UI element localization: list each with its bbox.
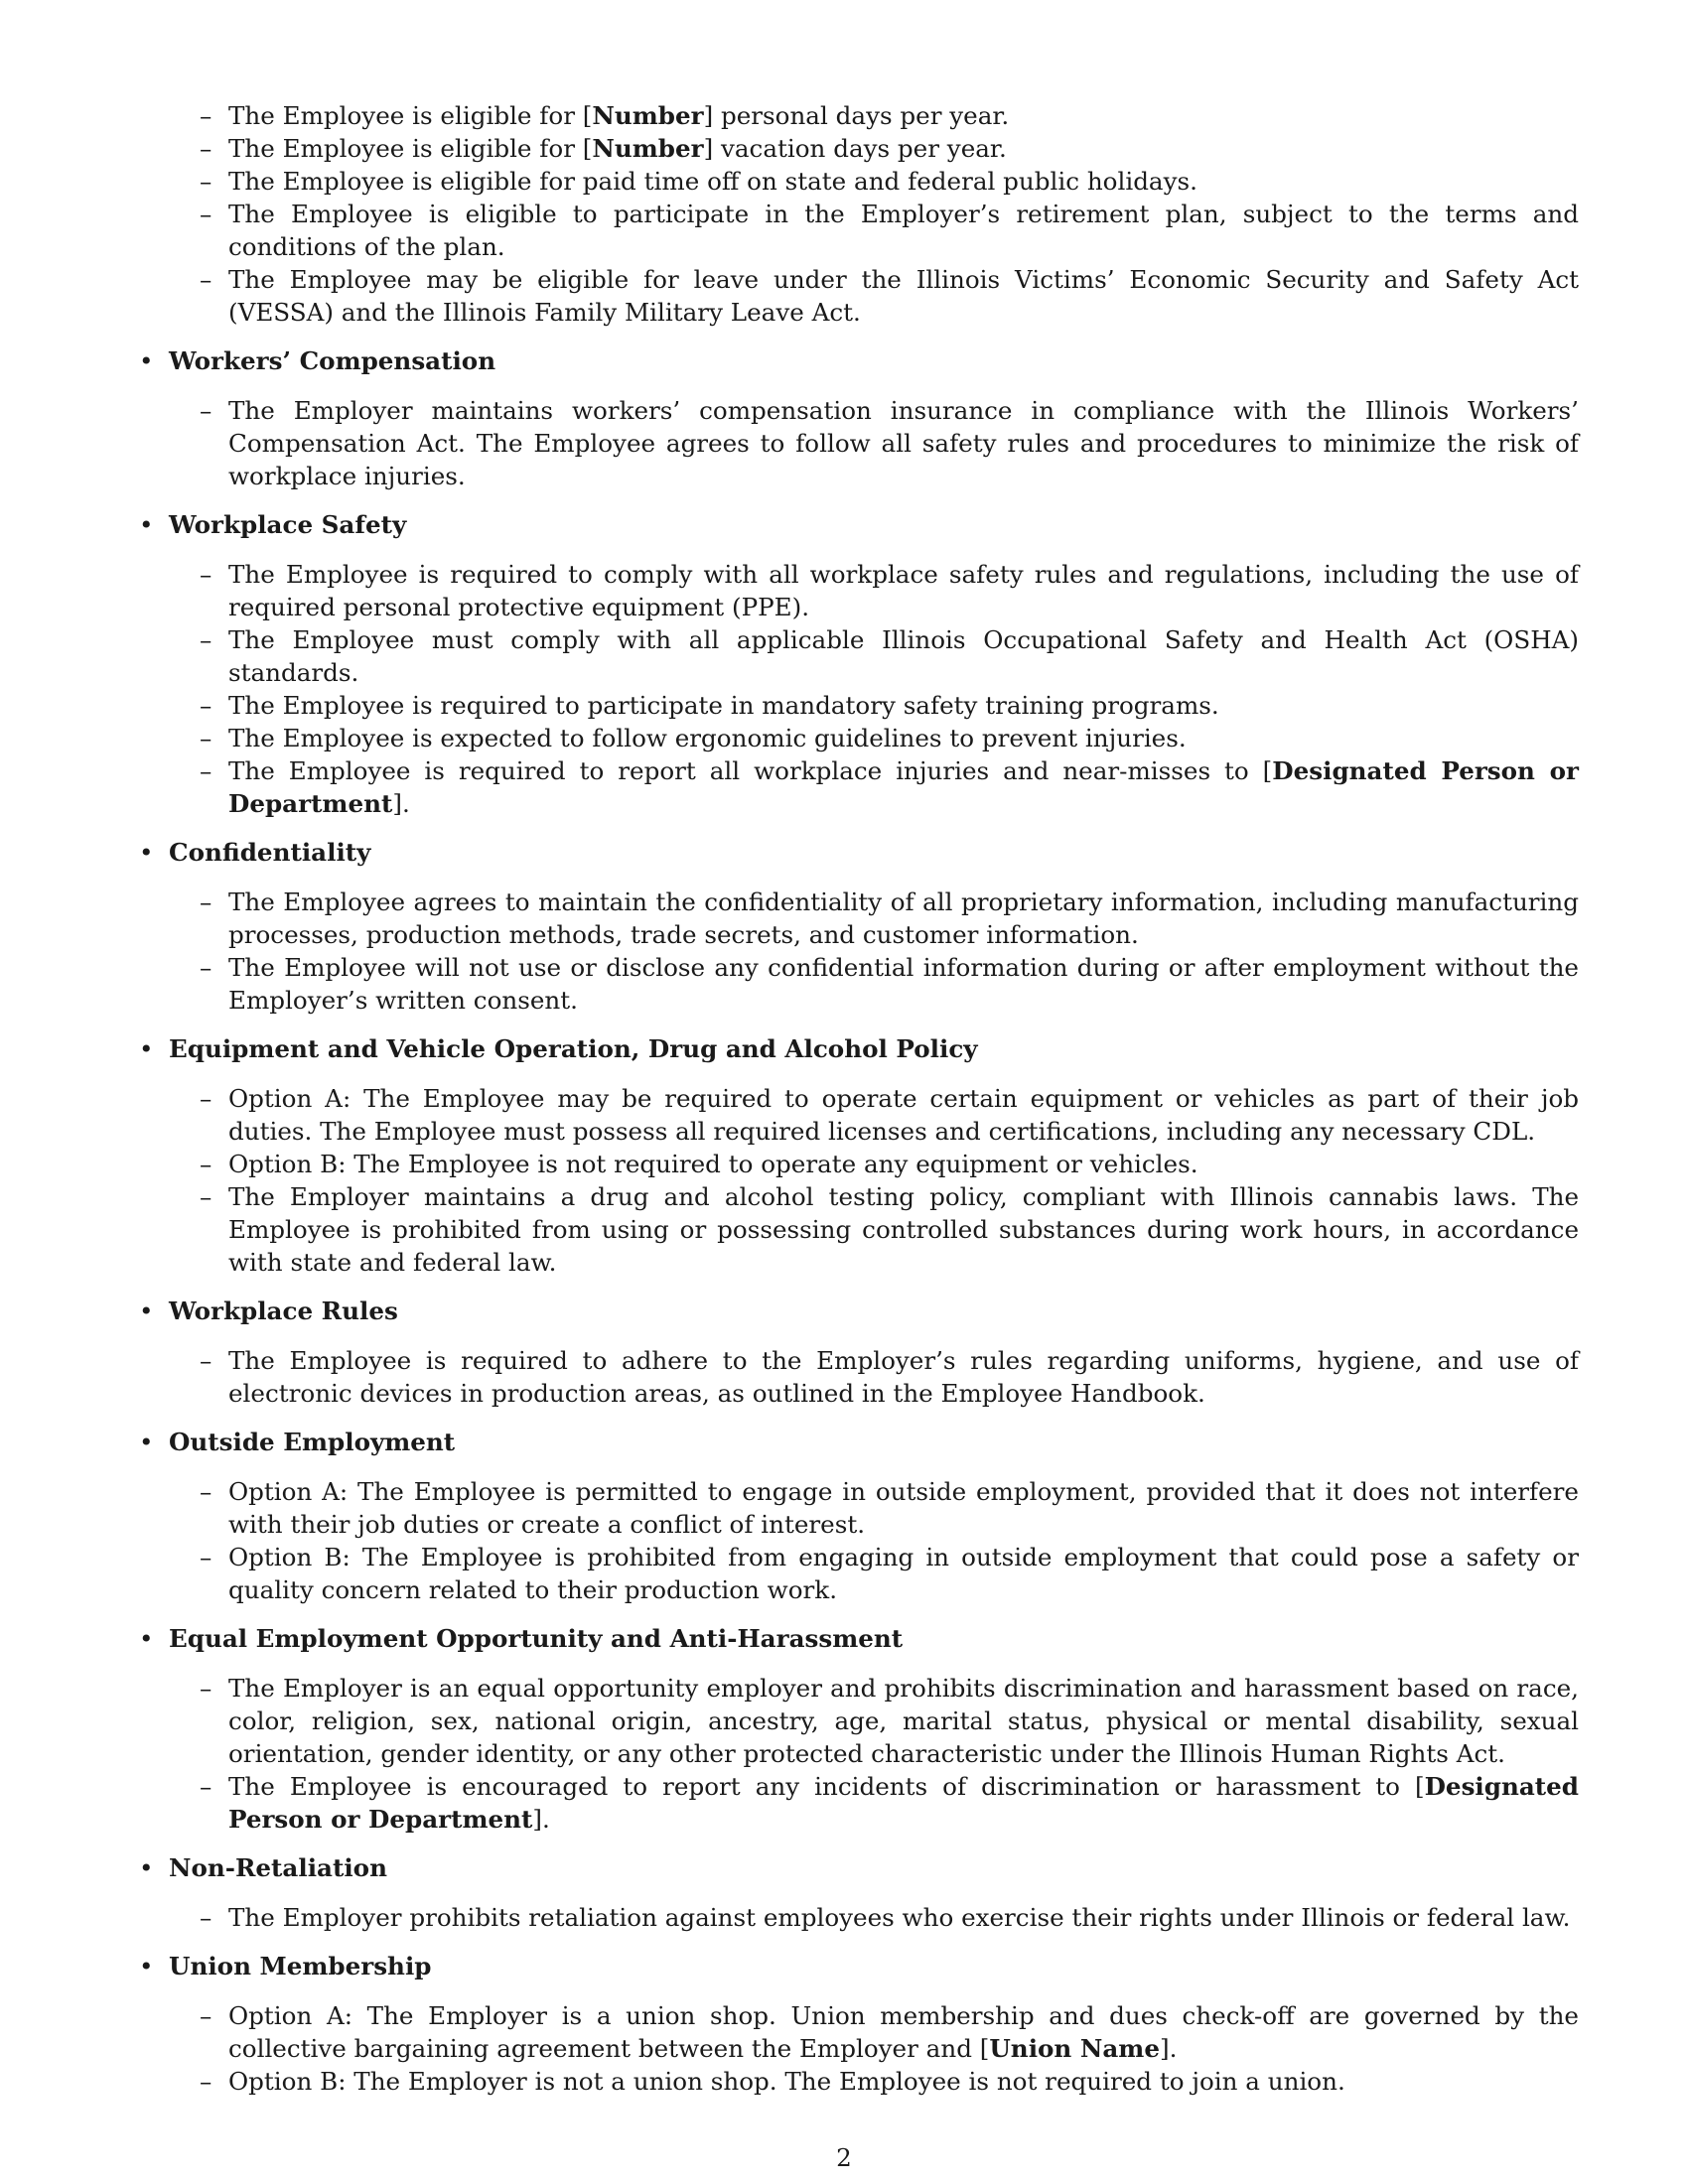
section-list xyxy=(129,344,1579,2098)
section-workplace-rules xyxy=(169,1295,1579,1410)
section-heading: • Union Membership xyxy=(169,1950,1579,1982)
list-item xyxy=(228,951,1579,1017)
item-text: Option B: The Employee is not required to operate any equipment or vehicles. xyxy=(228,1150,1198,1178)
item-text: The Employee is eligible for [ xyxy=(228,134,593,163)
section-equal-employment-opportunity-and-anti-harassment xyxy=(169,1622,1579,1836)
list-item xyxy=(228,1672,1579,1770)
item-text: Option A: The Employee may be required to operate certain equipment or vehicles as part of their job duties. The Employee must possess all required licenses and certifications, including any necessary CDL. xyxy=(228,1084,1579,1146)
page-number: 2 xyxy=(836,2143,852,2172)
placeholder-field: Designated Person or Department xyxy=(228,1772,1579,1834)
item-text: Option B: The Employee is prohibited from engaging in outside employment that could pose a safety or quality concern related to their production work. xyxy=(228,1543,1579,1604)
section-non-retaliation xyxy=(169,1851,1579,1934)
section-items xyxy=(169,1672,1579,1836)
section-heading: • Confidentiality xyxy=(169,836,1579,869)
section-equipment-and-vehicle-operation-drug-and-alcohol-policy xyxy=(169,1032,1579,1279)
section-workers-compensation xyxy=(169,344,1579,492)
list-item xyxy=(228,1148,1579,1180)
list-item xyxy=(228,1999,1579,2065)
section-heading: • Equal Employment Opportunity and Anti-Harassment xyxy=(169,1622,1579,1655)
section-items xyxy=(169,886,1579,1017)
item-text: The Employer is an equal opportunity employer and prohibits discrimination and harassment based on race, color, religion, sex, national origin, ancestry, age, marital status, physical or mental disability, sexual orientation, gender identity, or any other protected characteristic under the Illinois Human Rights Act. xyxy=(228,1674,1579,1768)
item-text: The Employee is required to comply with all workplace safety rules and regulations, including the use of required personal protective equipment (PPE). xyxy=(228,560,1579,621)
item-text: The Employer prohibits retaliation against employees who exercise their rights under Illinois or federal law. xyxy=(228,1903,1571,1932)
item-text: The Employer maintains workers’ compensation insurance in compliance with the Illinois Workers’ Compensation Act. The Employee agrees to follow all safety rules and procedures to minimize the risk of workplace injuries. xyxy=(228,396,1579,490)
section-union-membership xyxy=(169,1950,1579,2098)
list-item xyxy=(228,1901,1579,1934)
list-item xyxy=(228,263,1579,329)
item-text: ] personal days per year. xyxy=(703,101,1010,130)
item-text: The Employee is expected to follow ergonomic guidelines to prevent injuries. xyxy=(228,724,1187,752)
section-items xyxy=(169,1082,1579,1279)
document-body xyxy=(129,99,1579,2114)
list-item xyxy=(228,722,1579,754)
list-item xyxy=(228,558,1579,623)
item-text: The Employee is required to participate in mandatory safety training programs. xyxy=(228,691,1219,720)
section-items xyxy=(169,394,1579,492)
section-workplace-safety xyxy=(169,508,1579,820)
item-text: The Employee will not use or disclose any confidential information during or after employment without the Employer’s written consent. xyxy=(228,953,1579,1015)
section-items xyxy=(169,558,1579,820)
item-text: The Employee is eligible for paid time off on state and federal public holidays. xyxy=(228,167,1197,196)
section-heading: • Workplace Rules xyxy=(169,1295,1579,1327)
placeholder-field: Designated Person or Department xyxy=(228,756,1580,818)
list-item xyxy=(228,2065,1579,2098)
list-item xyxy=(228,1541,1579,1606)
list-item xyxy=(228,1475,1579,1541)
list-item xyxy=(228,1344,1579,1410)
section-confidentiality xyxy=(169,836,1579,1017)
section-items xyxy=(169,1999,1579,2098)
section-items xyxy=(169,1901,1579,1934)
list-item xyxy=(228,689,1579,722)
item-text: The Employee is encouraged to report any incidents of discrimination or harassment to [ xyxy=(228,1772,1425,1801)
benefits-list xyxy=(129,99,1579,329)
section-heading: • Non-Retaliation xyxy=(169,1851,1579,1884)
placeholder-field: Number xyxy=(592,101,704,130)
item-text: The Employer maintains a drug and alcohol testing policy, compliant with Illinois cannabis laws. The Employee is prohibited from using or possessing controlled substances during work hours, in accordance with state and federal law. xyxy=(228,1182,1579,1277)
list-item xyxy=(228,132,1579,165)
list-item xyxy=(228,1770,1579,1836)
list-item xyxy=(228,165,1579,198)
section-heading: • Outside Employment xyxy=(169,1426,1579,1458)
item-text: ]. xyxy=(392,789,410,818)
item-text: Option A: The Employee is permitted to engage in outside employment, provided that it does not interfere with their job duties or create a conflict of interest. xyxy=(228,1477,1579,1539)
list-item xyxy=(228,1082,1579,1148)
list-item xyxy=(228,754,1579,820)
item-text: The Employee must comply with all applicable Illinois Occupational Safety and Health Act (OSHA) standards. xyxy=(228,625,1579,687)
item-text: The Employee is required to report all workplace injuries and near-misses to [ xyxy=(228,756,1273,785)
section-heading: • Workplace Safety xyxy=(169,508,1579,541)
section-outside-employment xyxy=(169,1426,1579,1606)
section-heading: • Workers’ Compensation xyxy=(169,344,1579,377)
item-text: ]. xyxy=(1159,2034,1178,2063)
item-text: The Employee is required to adhere to the Employer’s rules regarding uniforms, hygiene, and use of electronic devices in production areas, as outlined in the Employee Handbook. xyxy=(228,1346,1579,1408)
section-items xyxy=(169,1475,1579,1606)
list-item xyxy=(228,394,1579,492)
item-text: The Employee is eligible for [ xyxy=(228,101,593,130)
item-text: The Employee agrees to maintain the confidentiality of all proprietary information, including manufacturing processes, production methods, trade secrets, and customer information. xyxy=(228,887,1579,949)
item-text: The Employee is eligible to participate in the Employer’s retirement plan, subject to the terms and conditions of the plan. xyxy=(228,200,1579,261)
list-item xyxy=(228,99,1579,132)
list-item xyxy=(228,623,1579,689)
list-item xyxy=(228,198,1579,263)
item-text: The Employee may be eligible for leave under the Illinois Victims’ Economic Security and Safety Act (VESSA) and the Illinois Family Military Leave Act. xyxy=(228,265,1579,327)
item-text: ] vacation days per year. xyxy=(703,134,1007,163)
section-heading: • Equipment and Vehicle Operation, Drug and Alcohol Policy xyxy=(169,1032,1579,1065)
item-text: Option A: The Employer is a union shop. Union membership and dues check-off are governed by the collective bargaining agreement between the Employer and [ xyxy=(228,2001,1579,2063)
placeholder-field: Union Name xyxy=(989,2034,1160,2063)
section-items xyxy=(169,1344,1579,1410)
item-text: Option B: The Employer is not a union shop. The Employee is not required to join a union. xyxy=(228,2067,1345,2096)
placeholder-field: Number xyxy=(592,134,704,163)
item-text: ]. xyxy=(532,1805,550,1834)
list-item xyxy=(228,886,1579,951)
list-item xyxy=(228,1180,1579,1279)
